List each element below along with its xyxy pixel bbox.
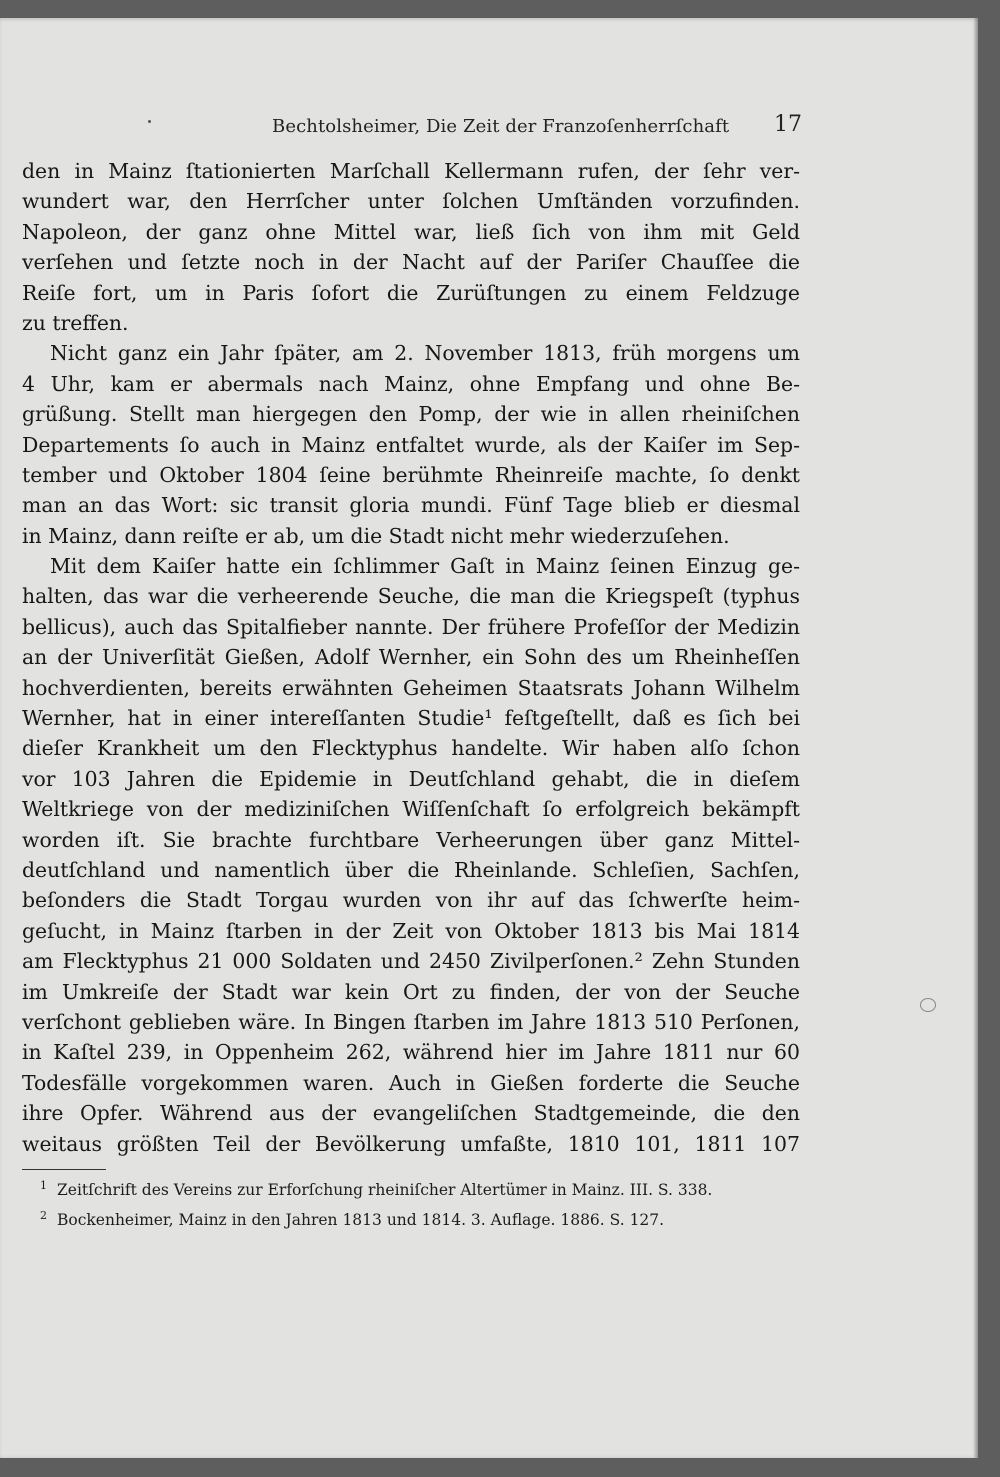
footnote-mark: 2 [40,1209,47,1223]
text-line: beſonders die Stadt Torgau wurden von ihr auf das ſchwerſte heim- [22,888,800,913]
text-line: Napoleon, der ganz ohne Mittel war, ließ ſich von ihm mit Geld [22,219,800,244]
book-page [0,18,978,1458]
text-line: am Flecktyphus 21 000 Soldaten und 2450 Zivilperſonen.² Zehn Stunden [22,949,800,974]
text-line: Reiſe fort, um in Paris ſofort die Zurüſtungen zu einem Feldzuge [22,280,800,305]
text-line: Wernher, hat in einer intereſſanten Studie¹ feſtgeſtellt, daß es ſich bei [22,706,800,731]
text-line: in Kaſtel 239, in Oppenheim 262, während hier im Jahre 1811 nur 60 [22,1040,800,1065]
footnotes [40,1173,800,1233]
footnote-rule [22,1169,106,1170]
text-line: im Umkreiſe der Stadt war kein Ort zu finden, der von der Seuche [22,979,800,1004]
text-line: deutſchland und namentlich über die Rheinlande. Schleſien, Sachſen, [22,857,800,882]
text-line: Mit dem Kaiſer hatte ein ſchlimmer Gaſt in Mainz ſeinen Einzug ge- [50,554,800,579]
text-line: ihre Opfer. Während aus der evangeliſchen Stadtgemeinde, die den [22,1101,800,1126]
footnote [40,1203,800,1233]
text-line: Departements ſo auch in Mainz entfaltet wurde, als der Kaiſer im Sep- [22,432,800,457]
running-head: Bechtolsheimer, Die Zeit der Franzoſenherrſchaft [272,116,730,137]
text-line: an der Univerſität Gießen, Adolf Wernher, ein Sohn des um Rheinheſſen [22,645,800,670]
footnote-text: Zeitſchrift des Vereins zur Erforſchung rheiniſcher Altertümer in Mainz. III. S. 338. [57,1181,713,1200]
text-line: tember und Oktober 1804 ſeine berühmte Rheinreiſe machte, ſo denkt [22,462,800,487]
footnote-mark: 1 [40,1179,47,1192]
text-line: geſucht, in Mainz ſtarben in der Zeit von Oktober 1813 bis Mai 1814 [22,918,800,943]
body-text [22,156,800,1159]
text-line: verſchont geblieben wäre. In Bingen ſtarben im Jahre 1813 510 Perſonen, [22,1009,800,1034]
text-line: halten, das war die verheerende Seuche, die man die Kriegspeſt (typhus [22,584,800,609]
text-line: dieſer Krankheit um den Flecktyphus handelte. Wir haben alſo ſchon [22,736,800,761]
text-line: in Mainz, dann reiſte er ab, um die Stadt nicht mehr wiederzuſehen. [22,523,730,548]
text-line: vor 103 Jahren die Epidemie in Deutſchland gehabt, die in dieſem [22,766,800,791]
text-line: hochverdienten, bereits erwähnten Geheimen Staatsrats Johann Wilhelm [22,675,800,700]
footnote [40,1173,800,1203]
page-number: 17 [774,112,802,137]
text-line: Todesfälle vorgekommen waren. Auch in Gießen forderte die Seuche [22,1070,800,1095]
text-line: worden iſt. Sie brachte furchtbare Verheerungen über ganz Mittel- [22,827,800,852]
text-line: man an das Wort: sic transit gloria mundi. Fünf Tage blieb er diesmal [22,493,800,518]
text-line: grüßung. Stellt man hiergegen den Pomp, der wie in allen rheiniſchen [22,402,800,427]
text-line: Weltkriege von der mediziniſchen Wiſſenſchaft ſo erfolgreich bekämpft [22,797,800,822]
text-line: Nicht ganz ein Jahr ſpäter, am 2. November 1813, früh morgens um [50,341,800,366]
text-line: verſehen und ſetzte noch in der Nacht auf der Pariſer Chauſſee die [22,250,800,275]
text-line: weitaus größten Teil der Bevölkerung umfaßte, 1810 101, 1811 107 [22,1131,800,1156]
text-line: 4 Uhr, kam er abermals nach Mainz, ohne Empfang und ohne Be- [22,371,800,396]
footnote-text: Bockenheimer, Mainz in den Jahren 1813 und 1814. 3. Auflage. 1886. S. 127. [57,1211,665,1230]
paper-speck [920,998,936,1012]
text-line: zu treffen. [22,310,129,335]
text-line: den in Mainz ſtationierten Marſchall Kellermann rufen, der ſehr ver- [22,159,800,183]
paper-speck [148,120,151,123]
text-line: bellicus), auch das Spitalfieber nannte. Der frühere Profeſſor der Medizin [22,614,800,639]
text-line: wundert war, den Herrſcher unter ſolchen Umſtänden vorzufinden. [22,189,800,214]
